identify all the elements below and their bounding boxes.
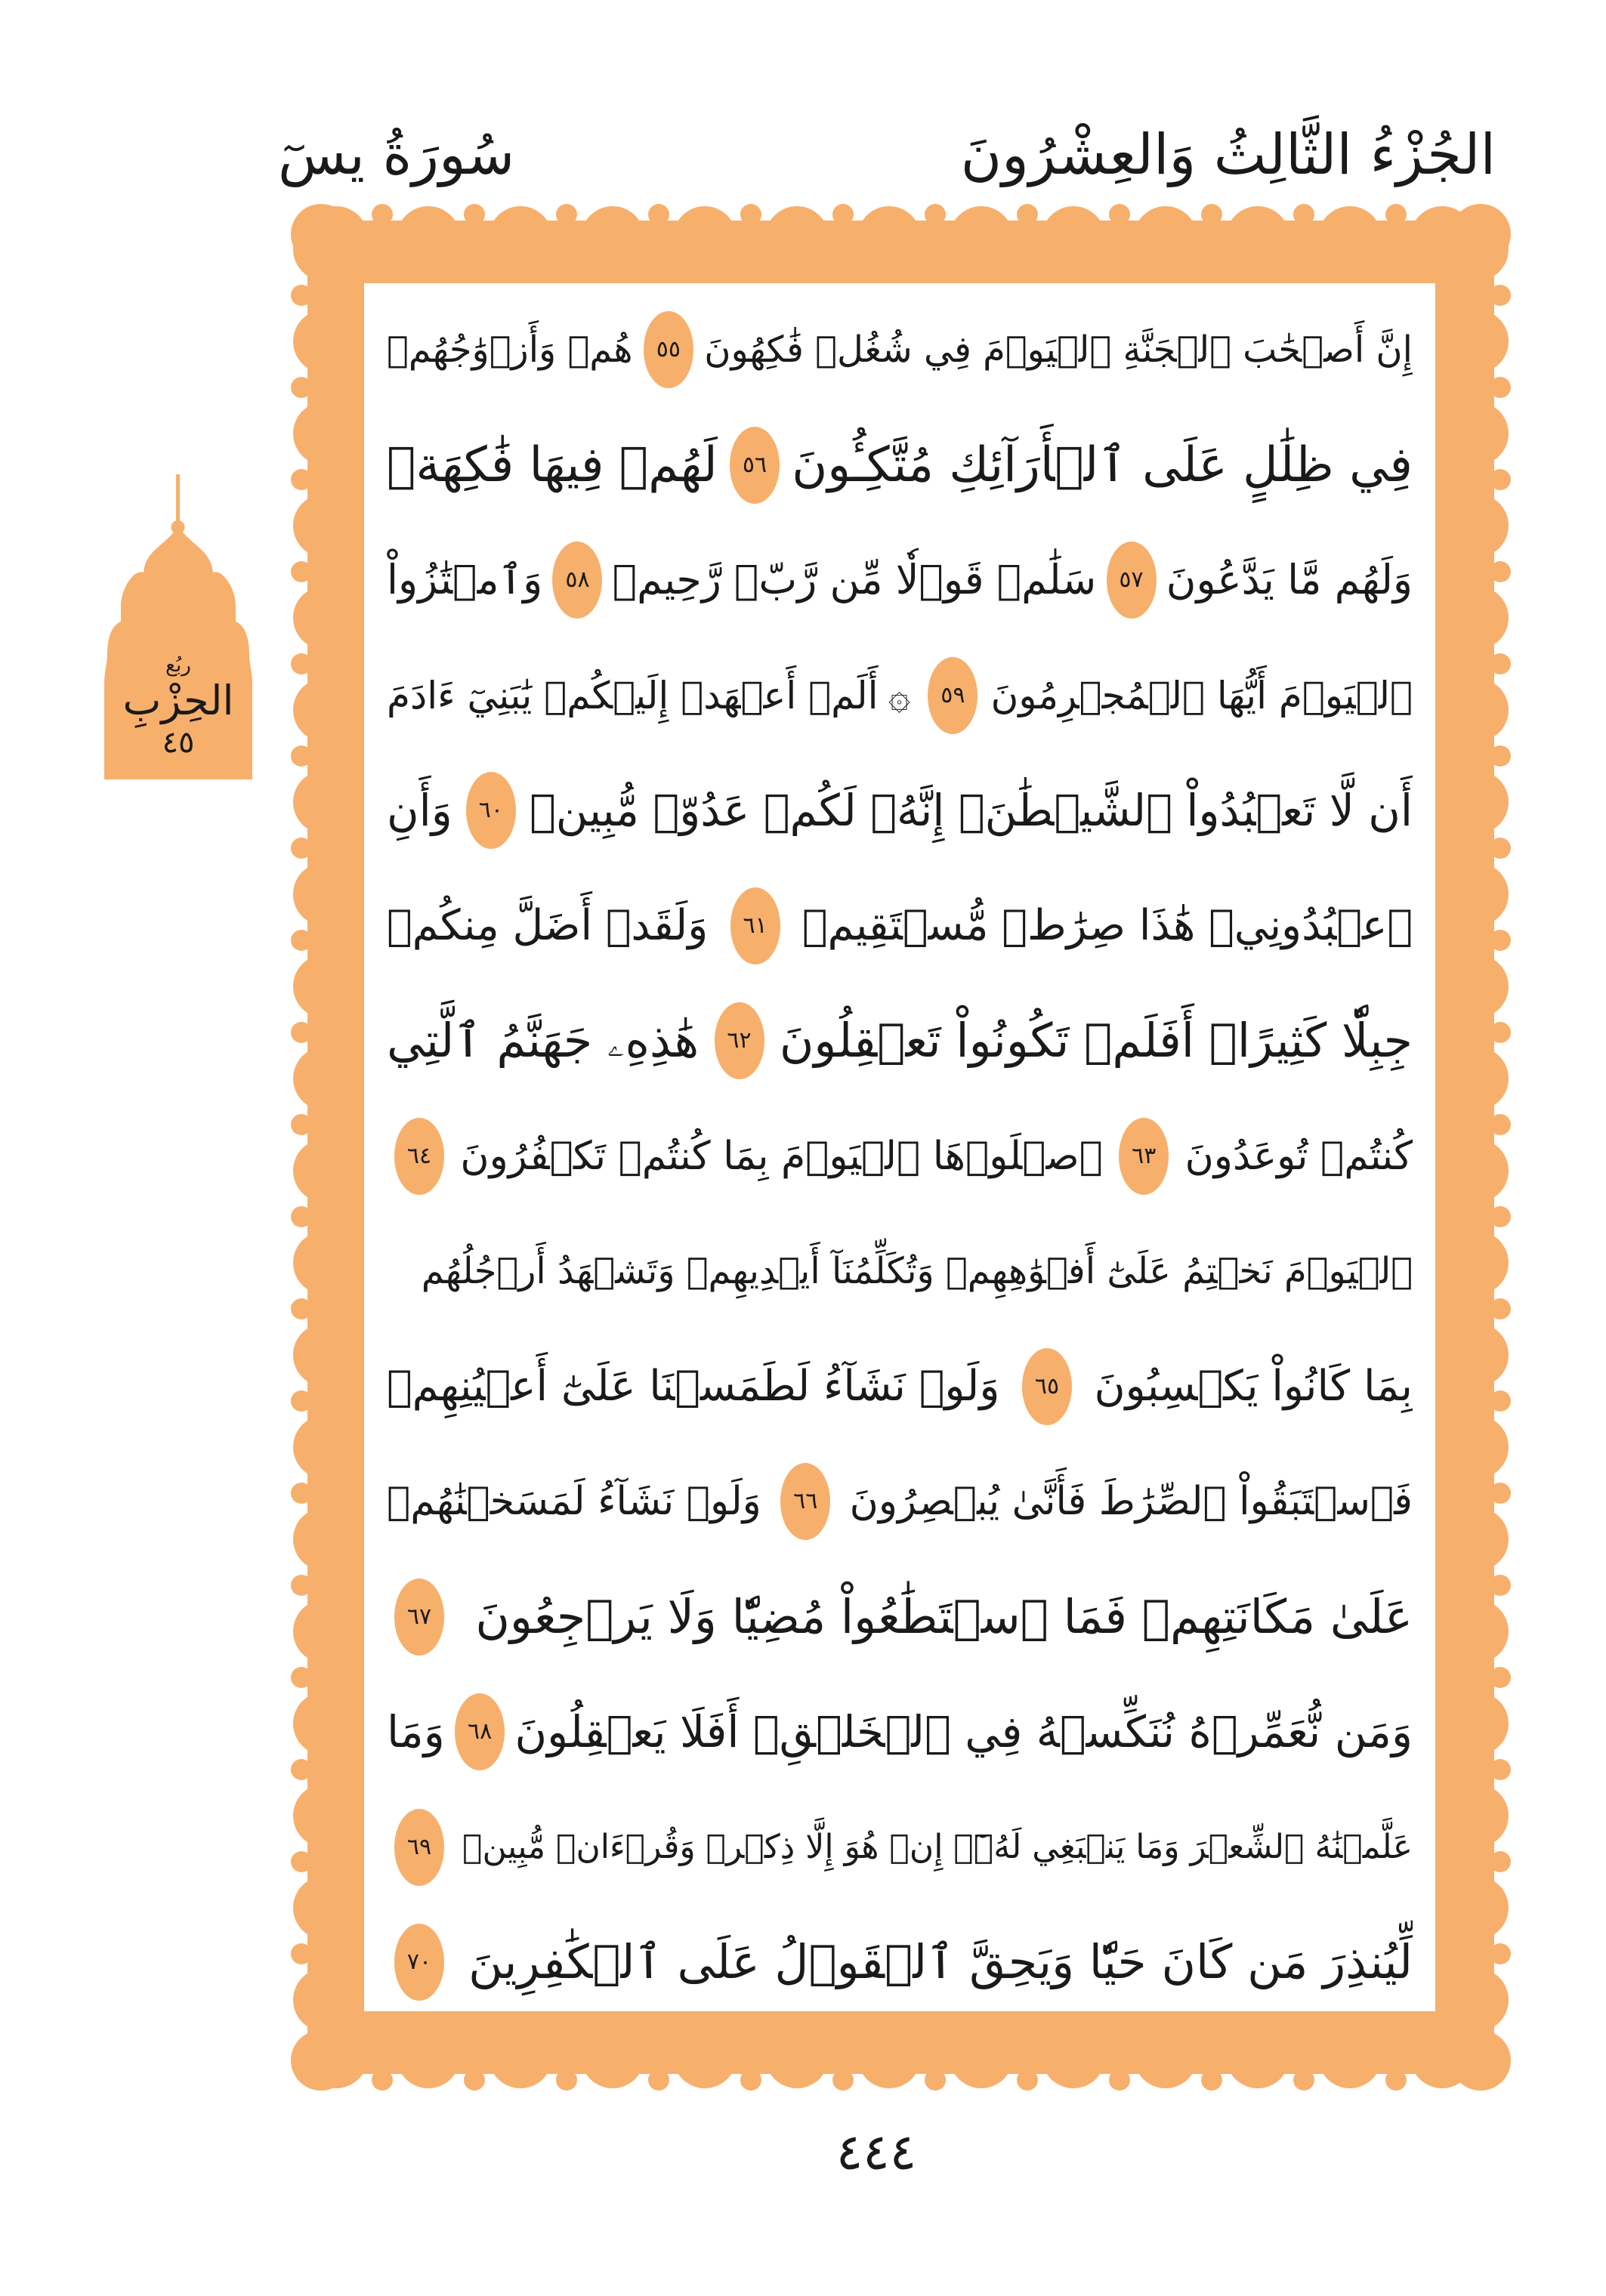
verse-text: وَمَا bbox=[387, 1706, 445, 1757]
hizb-number: ٤٥ bbox=[162, 725, 195, 760]
verse-text: أَن لَّا تَعۡبُدُواْ ٱلشَّيۡطَٰنَۖ إِنَّهُۥ لَكُمۡ عَدُوّٞ مُّبِينٞ bbox=[529, 785, 1413, 836]
ayah-number-marker: ٦٤ bbox=[394, 1118, 444, 1195]
page-number: ٤٤٤ bbox=[835, 2123, 917, 2181]
verse-text: ٱعۡبُدُونِيۚ هَٰذَا صِرَٰطٞ مُّسۡتَقِيمٞ bbox=[801, 900, 1413, 950]
ayah-number-marker: ٥٨ bbox=[552, 542, 602, 619]
verse-text: وَأَنِ bbox=[387, 785, 452, 836]
verse-text: وَٱمۡتَٰزُواْ bbox=[387, 556, 543, 603]
verse-text: جِبِلّٗا كَثِيرًاۖ أَفَلَمۡ تَكُونُواْ تَعۡقِلُونَ bbox=[779, 1013, 1413, 1068]
verse-text: ٱلۡيَوۡمَ نَخۡتِمُ عَلَىٰٓ أَفۡوَٰهِهِمۡ وَتُكَلِّمُنَآ أَيۡدِيهِمۡ وَتَشۡهَدُ أَرۡجُلُهُم bbox=[421, 1250, 1413, 1292]
ayah-number-marker: ٥٥ bbox=[644, 311, 693, 388]
verse-line bbox=[387, 758, 1413, 863]
verse-text: فِي ظِلَٰلٍ عَلَى ٱلۡأَرَآئِكِ مُتَّكِـُٔونَ bbox=[792, 437, 1413, 493]
verse-text: وَلَهُم مَّا يَدَّعُونَ bbox=[1166, 556, 1413, 603]
surah-title: سُورَةُ يسٓ bbox=[278, 122, 515, 187]
verse-line bbox=[387, 412, 1413, 518]
verse-text: كُنتُمۡ تُوعَدُونَ bbox=[1184, 1133, 1413, 1179]
verse-line bbox=[387, 1795, 1413, 1900]
hizb-marker bbox=[104, 474, 252, 779]
verse-line bbox=[387, 1334, 1413, 1440]
verse-line bbox=[387, 527, 1413, 633]
verse-text: وَمَن نُّعَمِّرۡهُ نُنَكِّسۡهُ فِي ٱلۡخَلۡقِۚ أَفَلَا يَعۡقِلُونَ bbox=[514, 1706, 1413, 1757]
verse-text: لِّيُنذِرَ مَن كَانَ حَيّٗا وَيَحِقَّ ٱلۡقَوۡلُ عَلَى ٱلۡكَٰفِرِينَ bbox=[468, 1934, 1413, 1989]
verse-line bbox=[387, 1218, 1413, 1324]
verse-line bbox=[387, 988, 1413, 1094]
verse-text: عَلَىٰ مَكَانَتِهِمۡ فَمَا ٱسۡتَطَٰعُواْ مُضِيّٗا وَلَا يَرۡجِعُونَ bbox=[475, 1588, 1413, 1644]
verse-text: أَلَمۡ أَعۡهَدۡ إِلَيۡكُمۡ يَٰبَنِيٓ ءَادَمَ bbox=[387, 673, 879, 718]
verse-text: سَلَٰمٞ قَوۡلٗا مِّن رَّبّٖ رَّحِيمٖ bbox=[612, 556, 1097, 603]
verse-text: بِمَا كَانُواْ يَكۡسِبُونَ bbox=[1094, 1361, 1413, 1411]
ayah-number-marker: ٦٧ bbox=[394, 1578, 444, 1656]
ayah-number-marker: ٦٦ bbox=[780, 1463, 830, 1540]
verse-text: وَلَوۡ نَشَآءُ لَمَسَخۡنَٰهُمۡ bbox=[387, 1479, 761, 1524]
ayah-number-marker: ٦٥ bbox=[1022, 1348, 1072, 1425]
hizb-label: الحِزْبِ bbox=[122, 677, 234, 724]
verse-line bbox=[387, 1909, 1413, 2015]
ayah-number-marker: ٦٣ bbox=[1119, 1118, 1169, 1195]
ayah-number-marker: ٥٧ bbox=[1107, 542, 1157, 619]
verse-text: وَلَقَدۡ أَضَلَّ مِنكُمۡ bbox=[387, 900, 709, 950]
ayah-number-marker: ٦٢ bbox=[715, 1002, 764, 1079]
verse-line bbox=[387, 297, 1413, 403]
verse-text: فَٱسۡتَبَقُواْ ٱلصِّرَٰطَ فَأَنَّىٰ يُبۡصِرُونَ bbox=[849, 1479, 1413, 1524]
hizb-quarter-label: ربُع bbox=[165, 654, 191, 677]
juz-title: الجُزْءُ الثَّالِثُ وَالعِشْرُونَ bbox=[960, 122, 1496, 187]
text-panel bbox=[364, 283, 1435, 2011]
verse-text: هَٰذِهِۦ جَهَنَّمُ ٱلَّتِي bbox=[387, 1013, 700, 1068]
ayah-number-marker: ٦٠ bbox=[466, 772, 516, 849]
ayah-number-marker: ٥٩ bbox=[928, 657, 977, 734]
verse-line bbox=[387, 1564, 1413, 1670]
ayah-number-marker: ٦٨ bbox=[455, 1693, 505, 1770]
verse-text: إِنَّ أَصۡحَٰبَ ٱلۡجَنَّةِ ٱلۡيَوۡمَ فِي شُغُلٖ فَٰكِهُونَ bbox=[704, 329, 1413, 371]
verse-text: وَلَوۡ نَشَآءُ لَطَمَسۡنَا عَلَىٰٓ أَعۡيُنِهِمۡ bbox=[387, 1361, 1000, 1411]
verse-text: لَهُمۡ فِيهَا فَٰكِهَةٞ bbox=[387, 437, 718, 493]
ayah-number-marker: ٧٠ bbox=[394, 1924, 444, 2001]
verse-line bbox=[387, 1103, 1413, 1209]
verse-line bbox=[387, 1449, 1413, 1554]
ayah-number-marker: ٦١ bbox=[730, 887, 780, 964]
verse-text: ٱصۡلَوۡهَا ٱلۡيَوۡمَ بِمَا كُنتُمۡ تَكۡفُرُونَ bbox=[460, 1133, 1103, 1179]
rub-el-hizb-icon: ۞ bbox=[888, 673, 911, 718]
ayah-number-marker: ٦٩ bbox=[394, 1809, 444, 1886]
verse-line bbox=[387, 1679, 1413, 1785]
verse-line bbox=[387, 643, 1413, 748]
verse-text: ٱلۡيَوۡمَ أَيُّهَا ٱلۡمُجۡرِمُونَ bbox=[990, 673, 1413, 718]
verse-line bbox=[387, 873, 1413, 979]
ayah-number-marker: ٥٦ bbox=[730, 427, 780, 504]
verse-text: هُمۡ وَأَزۡوَٰجُهُمۡ bbox=[387, 329, 633, 371]
verse-text: عَلَّمۡنَٰهُ ٱلشِّعۡرَ وَمَا يَنۢبَغِي لَهُۥٓۚ إِنۡ هُوَ إِلَّا ذِكۡرٞ وَقُرۡءَانٞ مُّبِينٞ bbox=[462, 1827, 1413, 1866]
